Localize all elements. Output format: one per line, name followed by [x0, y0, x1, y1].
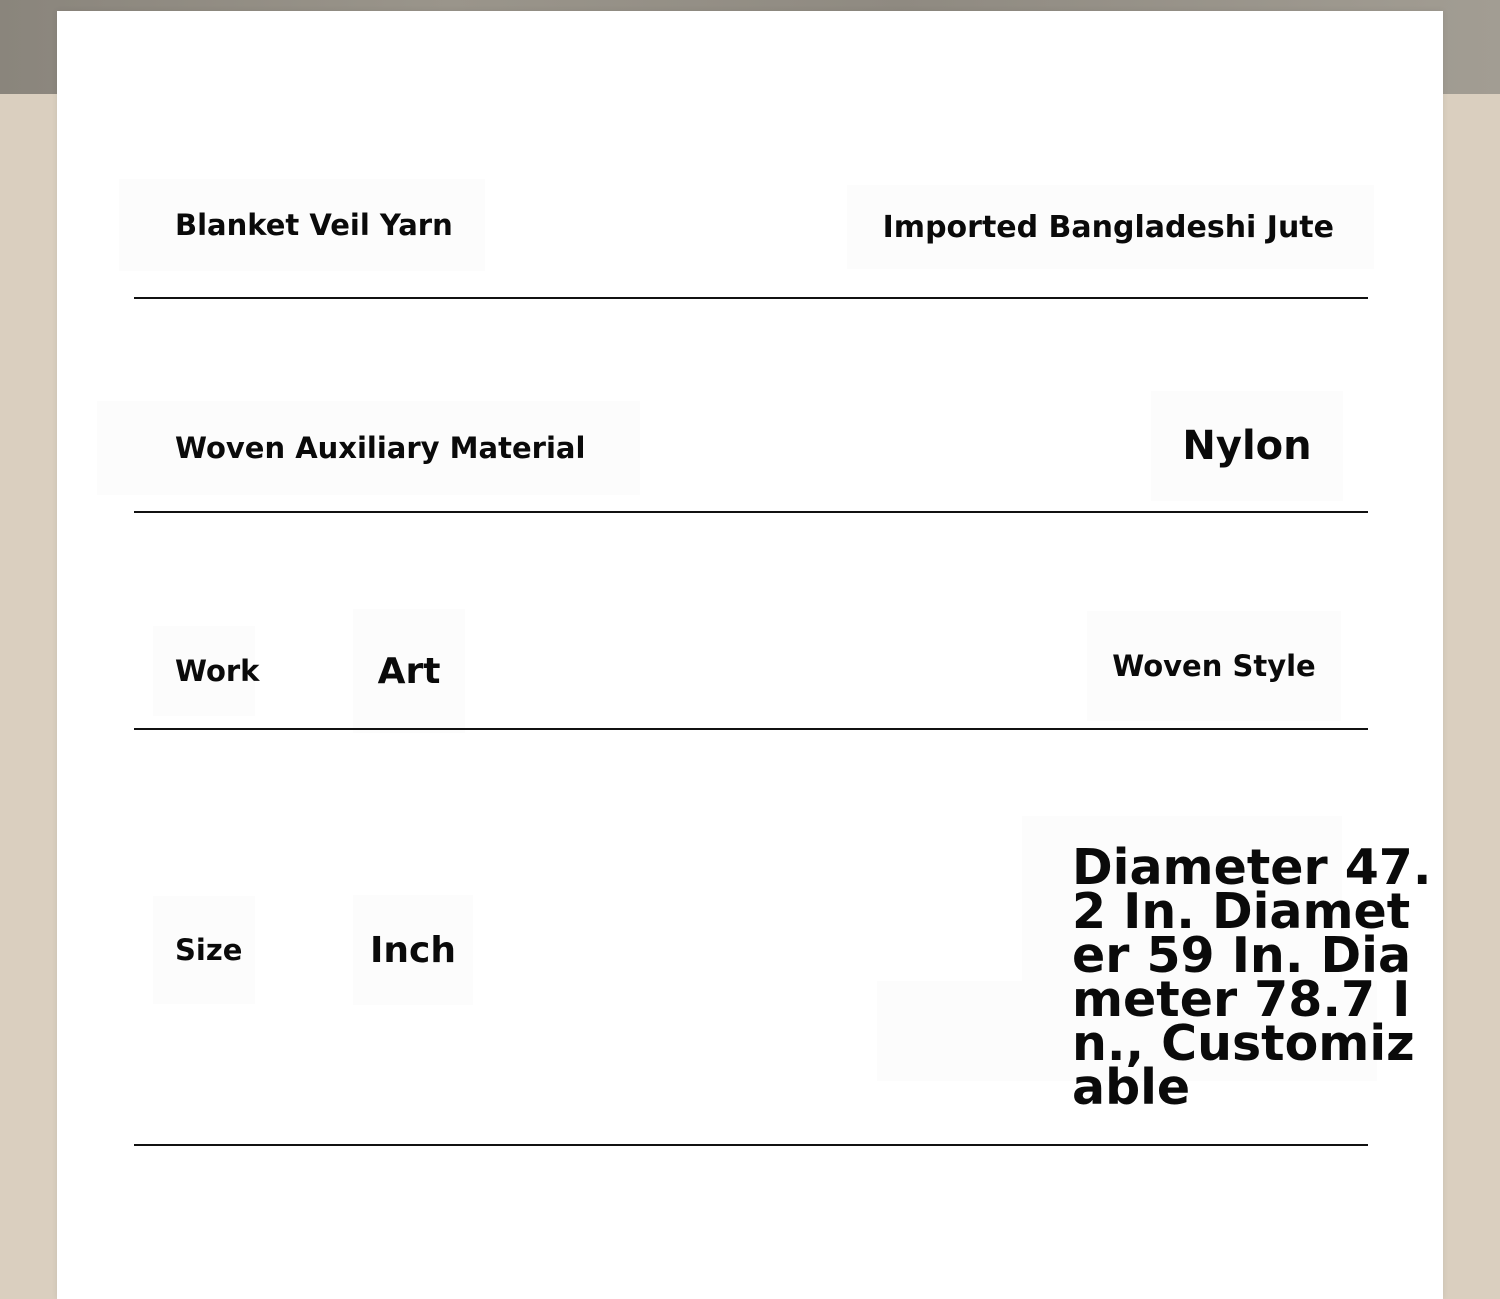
spec-label-yarn-text: Blanket Veil Yarn — [175, 208, 453, 242]
spec-label-work — [153, 626, 260, 716]
row-divider — [134, 1144, 1368, 1146]
spec-value-size: Diameter 47.2 In. Diameter 59 In. Diameter 78.7 In., Customizable — [1072, 839, 1432, 1116]
row-divider — [134, 297, 1368, 299]
spec-label-size-text: Size — [175, 933, 243, 967]
spec-label-yarn — [119, 179, 485, 271]
spec-value-work — [1087, 611, 1341, 721]
spec-value-yarn-text: Imported Bangladeshi Jute — [882, 209, 1334, 245]
row-divider — [134, 511, 1368, 513]
spec-unit-work-text: Art — [377, 650, 441, 692]
spec-value-work-text: Woven Style — [1112, 649, 1316, 683]
spec-value-yarn — [847, 185, 1374, 269]
spec-unit-size — [353, 895, 473, 1005]
spec-label-auxiliary-text: Woven Auxiliary Material — [175, 431, 586, 465]
spec-sheet — [57, 11, 1443, 1299]
spec-label-auxiliary — [97, 401, 640, 495]
spec-label-work-text: Work — [175, 654, 260, 688]
row-divider — [134, 728, 1368, 730]
spec-unit-size-text: Inch — [370, 929, 456, 971]
spec-label-size — [153, 896, 255, 1004]
spec-unit-work — [353, 609, 465, 733]
spec-value-auxiliary-text: Nylon — [1182, 423, 1312, 469]
spec-value-auxiliary — [1151, 391, 1343, 501]
